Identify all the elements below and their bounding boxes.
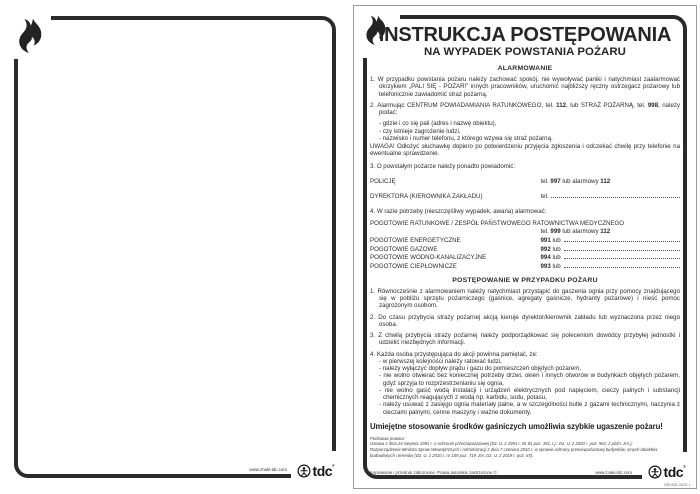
page-title: INSTRUKCJA POSTĘPOWANIA — [378, 24, 672, 46]
fire-item-4-bullet: - należy wyłączyć dopływ prądu i gazu do pomieszczeń objętych pożarem, — [379, 365, 582, 373]
energy-number-991: 991 — [540, 237, 551, 244]
service-tel — [541, 246, 681, 253]
registered-mark: ® — [332, 462, 335, 468]
heating-number-993: 993 — [540, 262, 551, 270]
water-number-994: 994 — [540, 254, 551, 262]
service-row-water — [370, 254, 680, 261]
service-tel — [541, 237, 681, 244]
doc-code: DB 003 2021 r. — [664, 482, 691, 487]
fire-item-3: 3. Z chwilą przybycia straży pożarnej należy podporządkować się poleceniom dowódcy przybyłej jednostki i udzielić niezbędnych informacji. — [370, 332, 680, 347]
vitruvian-man-icon — [297, 464, 311, 478]
vitruvian-man-icon — [648, 465, 662, 479]
fire-brigade-number-998: 998 — [647, 101, 659, 109]
section-heading-alarmowanie: ALARMOWANIE — [497, 65, 553, 72]
alarm-item-2-bullet: - gdzie i co się pali (adres i nazwę obiektu), — [379, 120, 497, 128]
police-label: POLICJĘ — [370, 177, 396, 185]
section-heading-postepowanie: POSTĘPOWANIE W PRZYPADKU POŻARU — [452, 276, 598, 284]
footer — [370, 470, 632, 475]
service-row-heating — [370, 263, 680, 270]
tel-prefix: tel. — [540, 177, 551, 185]
dotted-fill-in-line — [551, 194, 680, 198]
legal-line: Ustawa z dnia 24 sierpnia 1991 r. o ochronie przeciwpożarowej (Dz. U. z 1991 r. Nr 81 poz. 351, t.j.: Dz. U. z 2020 r. poz. 961; z późn. zm.); — [370, 441, 633, 447]
legal-heading: Podstawa prawna: — [370, 435, 405, 441]
lub-text: lub — [550, 262, 563, 270]
dotted-fill-in-line — [564, 238, 680, 242]
legal-line: Rozporządzenie Ministra Spraw Wewnętrznych i Administracji z dnia 7 czerwca 2010 r. w sprawie ochrony przeciwpożarowej budynków, innych obiektów budowlanych i terenów (Dz. U. z 2010 r. nr 109 poz. 719, zm. Dz. U. z 2019 r. poz. 67). — [370, 447, 658, 458]
flame-icon — [15, 18, 47, 60]
service-label: POGOTOWIE WODNO-KANALIZACYJNE — [370, 254, 487, 262]
fire-item-4: 4. Każda osoba przystępująca do akcji powinna pamiętać, że: — [370, 350, 538, 358]
emergency-number-112: 112 — [600, 177, 611, 185]
lub-text: lub — [550, 245, 563, 253]
alarm-item-2-text: , lub STRAŻ POŻARNĄ, tel. — [566, 101, 648, 109]
police-tel — [541, 178, 681, 185]
dotted-fill-in-line — [564, 264, 680, 268]
uwaga-note: UWAGA! Odłożyć słuchawkę dopiero po potwierdzeniu przyjęcia zgłoszenia i odczekać chwilę przy telefonie na ewentualne sprawdzenie. — [370, 143, 680, 158]
emergency-number-112: 112 — [600, 228, 611, 235]
service-label: POGOTOWIE CIEPŁOWNICZE — [370, 262, 457, 270]
gas-number-992: 992 — [540, 245, 551, 253]
medical-rescue-tel — [370, 228, 680, 235]
director-label: DYREKTORA (KIEROWNIKA ZAKŁADU) — [370, 192, 483, 200]
copyright-notice: Kopiowanie i przedruk zabronione. Prawa autorskie zastrzeżone ©. — [370, 470, 498, 475]
tel-text: lub alarmowy — [560, 228, 601, 235]
service-row-energy — [370, 237, 680, 244]
fire-item-4-bullet: - nie wolno gasić wodą instalacji i urządzeń elektrycznych pod napięciem, cieczy palnych i substancji chemicznych reagujących z wodą np. karbidu, sodu, potasu, — [379, 386, 680, 402]
instruction-content — [370, 25, 680, 458]
fire-item-4-bullet: - w pierwszej kolejności należy ratować ludzi, — [379, 357, 502, 365]
tel-prefix: tel. — [540, 192, 549, 200]
ambulance-number-999: 999 — [550, 228, 561, 235]
fire-item-2: 2. Do czasu przybycia straży pożarnej akcją kieruje dyrektor/kierownik zakładu lub wyznaczona przez niego osoba. — [370, 313, 680, 328]
alarm-item-1: 1. W przypadku powstania pożaru należy zachować spokój, nie wywoływać paniki i natychmiast zaalarmować okrzykiem „PALI SIĘ - POŻAR!” innych pracowników, uruchomić najbliższy ręczny ostrzegacz pożarowy lub telefonicznie zawiadomić straż pożarną. — [370, 76, 680, 98]
tel-prefix: tel. — [540, 228, 551, 235]
service-row-gas — [370, 246, 680, 253]
dotted-fill-in-line — [564, 247, 680, 251]
page-front — [353, 5, 697, 489]
tdc-logo — [648, 465, 686, 479]
alarm-item-3: 3. O powstałym pożarze należy ponadto powiadomić: — [370, 162, 516, 170]
emergency-number-112: 112 — [556, 101, 567, 109]
lub-text: lub — [550, 237, 563, 244]
service-tel — [541, 263, 681, 270]
service-label: POGOTOWIE GAZOWE — [370, 245, 438, 253]
tdc-logo — [297, 464, 335, 478]
alarm-item-2-text: , należy podać: — [379, 101, 681, 116]
alarm-item-4: 4. W razie potrzeby (nieszczęśliwy wypadek, awaria) alarmować: — [370, 207, 547, 215]
website-url: www.znaki-tdc.com — [249, 467, 287, 472]
service-label: POGOTOWIE ENERGETYCZNE — [370, 237, 461, 244]
director-row — [370, 193, 680, 200]
police-row — [370, 178, 680, 185]
logo-text: tdc — [663, 464, 684, 480]
dotted-fill-in-line — [564, 255, 680, 259]
fire-item-4-bullet: - nie wolno otwierać bez koniecznej potrzeby drzwi, okien i innych otworów w budynkach objętych pożarem, gdyż sprzyja to rozprzestrzenianiu się ognia, — [379, 372, 680, 387]
registered-mark: ® — [683, 463, 686, 469]
website-url: www.znaki-tdc.com — [595, 470, 632, 475]
logo-text: tdc — [312, 463, 333, 479]
legal-basis — [370, 436, 680, 458]
alarm-item-2-text: 2. Alarmując CENTRUM POWIADAMIANIA RATUNKOWEGO, tel. — [370, 101, 557, 109]
closing-statement: Umiejętne stosowanie środków gaśniczych umożliwia szybkie ugaszenie pożaru! — [370, 421, 663, 431]
lub-text: lub — [550, 254, 563, 262]
police-number-997: 997 — [550, 177, 561, 185]
page-back-border — [14, 16, 336, 478]
page-back — [5, 7, 345, 487]
fire-item-1: 1. Równocześnie z alarmowaniem należy natychmiast przystąpić do gaszenia ognia przy pomocy znajdującego się w pobliżu sprzętu pożarniczego (gaśnice, agregaty gaśnicze, hydranty pożarowe) i nieść pomoc zagrożonym osobom. — [370, 287, 680, 310]
alarm-item-2 — [370, 102, 680, 117]
alarm-item-2-bullet: - czy istnieje zagrożenie ludzi, — [379, 127, 461, 135]
director-tel — [541, 193, 681, 200]
tel-text: lub alarmowy — [560, 177, 601, 185]
fire-item-4-bullet: - należy usuwać z zasięgu ognia materiały palne, a w szczególności butle z gazami technicznymi, naczynia z cieczami palnymi, cenne maszyny i ważne dokumenty. — [379, 401, 680, 416]
alarm-item-2-bullet: - nazwisko i numer telefonu, z którego wzywa się straż pożarną. — [379, 134, 553, 142]
medical-rescue-label: POGOTOWIE RATUNKOWE / ZESPÓŁ PAŃSTWOWEGO RATOWNICTWA MEDYCZNEGO — [370, 220, 625, 227]
service-tel — [541, 254, 681, 261]
page-subtitle: NA WYPADEK POWSTANIA POŻARU — [423, 46, 627, 58]
